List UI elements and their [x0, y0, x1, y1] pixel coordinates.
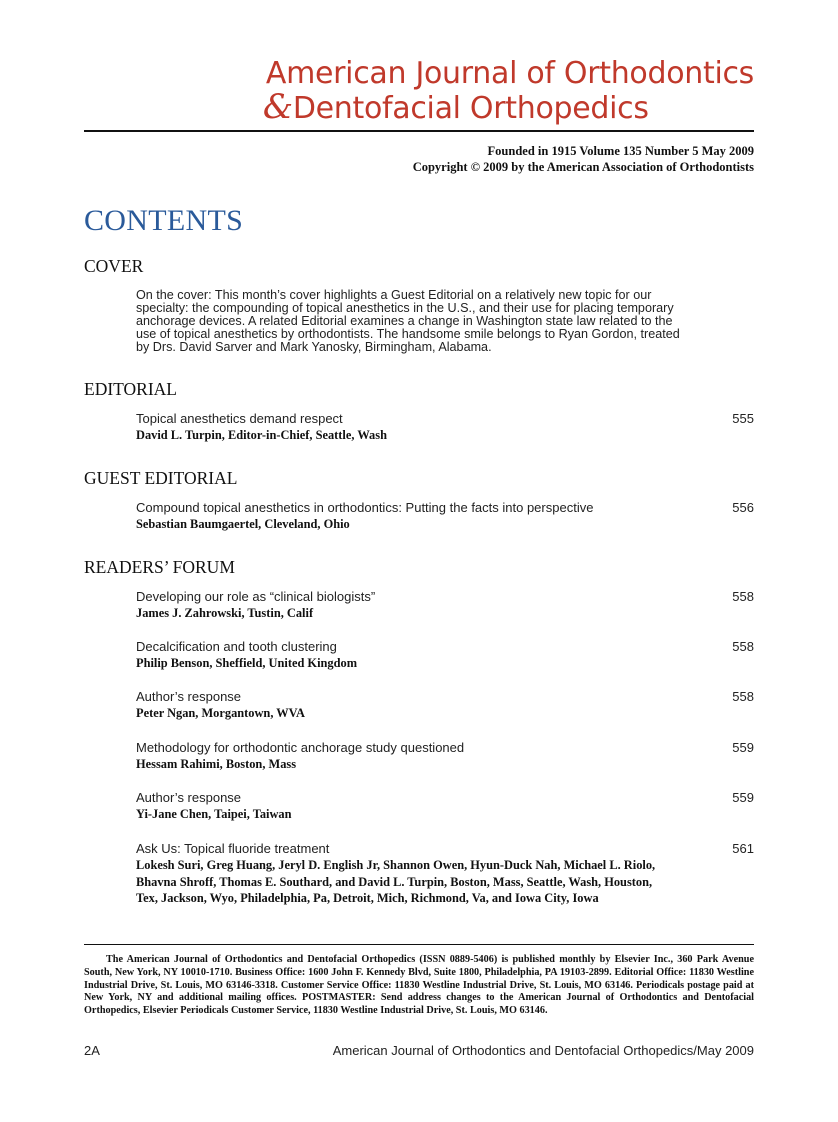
- article-title[interactable]: Decalcification and tooth clustering: [136, 639, 337, 654]
- section-heading-editorial: EDITORIAL: [84, 379, 177, 399]
- publisher-footnote: The American Journal of Orthodontics and Dentofacial Orthopedics (ISSN 0889-5406) is published monthly by Elsevier Inc., 360 Park Avenue South, New York, NY 10010-1710. Business Office: 1600 John F. Kennedy Blvd, Suite 1800, Philadelphia, PA 19103-2899. Editorial Office: 11830 Westline Industrial Drive, St. Louis, MO 63146-3318. Customer Service Office: 11830 Westline Industrial Drive, St. Louis, MO 63146. Periodicals postage paid at New York, NY and additional mailing offices. POSTMASTER: Send address changes to the American Journal of Orthodontics and Dentofacial Orthopedics, Elsevier Periodicals Customer Service, 11830 Westline Industrial Drive, St. Louis, MO 63146.: [84, 954, 754, 1017]
- page-number: 558: [732, 639, 754, 654]
- toc-entry[interactable]: [136, 638, 754, 672]
- logo-line-2: [262, 86, 754, 127]
- article-authors: Peter Ngan, Morgantown, WVA: [136, 706, 305, 720]
- header-rule: [84, 130, 754, 132]
- page-number-footer: 2A: [84, 1043, 100, 1058]
- article-title[interactable]: Methodology for orthodontic anchorage study questioned: [136, 740, 465, 755]
- page-number: 558: [732, 589, 754, 604]
- section-heading-cover: COVER: [84, 256, 144, 276]
- publication-info: [413, 143, 754, 175]
- article-authors: Sebastian Baumgaertel, Cleveland, Ohio: [136, 517, 350, 531]
- article-title[interactable]: Topical anesthetics demand respect: [136, 411, 343, 426]
- journal-logo: [262, 56, 754, 127]
- page-number: 559: [732, 790, 754, 805]
- logo-line-1: American Journal of Orthodontics: [265, 56, 754, 91]
- toc-entry[interactable]: [136, 410, 754, 444]
- article-authors: Lokesh Suri, Greg Huang, Jeryl D. English Jr, Shannon Owen, Hyun-Duck Nah, Michael L. Riolo, Bhavna Shroff, Thomas E. Southard, and David L. Turpin, Boston, Mass, Seattle, Wash, Houston, Tex, Jackson, Wyo, Philadelphia, Pa, Detroit, Mich, Richmond, Va, and Iowa City, Iowa: [136, 858, 656, 905]
- article-title[interactable]: Author’s response: [136, 790, 242, 805]
- article-title[interactable]: Author’s response: [136, 689, 242, 704]
- toc-entry[interactable]: [136, 840, 754, 907]
- running-title: American Journal of Orthodontics and Dentofacial Orthopedics/May 2009: [332, 1043, 754, 1058]
- page-number: 559: [732, 740, 754, 755]
- logo-line-2-text: Dentofacial Orthopedics: [292, 90, 649, 126]
- toc-entry[interactable]: [136, 688, 754, 722]
- article-authors: James J. Zahrowski, Tustin, Calif: [136, 606, 314, 620]
- toc-entry[interactable]: [136, 739, 754, 773]
- article-authors: Yi-Jane Chen, Taipei, Taiwan: [136, 807, 292, 821]
- footnote-rule: [84, 944, 754, 945]
- page-number: 561: [732, 841, 754, 856]
- section-heading-readers-forum: READERS’ FORUM: [84, 557, 235, 577]
- article-title[interactable]: Compound topical anesthetics in orthodontics: Putting the facts into perspective: [136, 500, 594, 515]
- page-number: 556: [732, 500, 754, 515]
- article-authors: Hessam Rahimi, Boston, Mass: [136, 757, 297, 771]
- founded-line: Founded in 1915 Volume 135 Number 5 May 2009: [487, 144, 754, 158]
- contents-title: CONTENTS: [84, 204, 244, 237]
- page-number: 558: [732, 689, 754, 704]
- cover-description: On the cover: This month’s cover highlights a Guest Editorial on a relatively new topic for our specialty: the compounding of topical anesthetics in the U.S., and their use for placing temporary anchorage devices. A related Editorial examines a change in Washington state law related to the use of topical anesthetics by orthodontists. The handsome smile belongs to Ryan Gordon, treated by Drs. David Sarver and Mark Yanosky, Birmingham, Alabama.: [136, 288, 680, 354]
- toc-entry[interactable]: [136, 499, 754, 533]
- toc-entry[interactable]: [136, 588, 754, 622]
- article-title[interactable]: Ask Us: Topical fluoride treatment: [136, 841, 330, 856]
- article-authors: Philip Benson, Sheffield, United Kingdom: [136, 656, 358, 670]
- section-heading-guest-editorial: GUEST EDITORIAL: [84, 468, 238, 488]
- article-authors: David L. Turpin, Editor-in-Chief, Seattle, Wash: [136, 428, 387, 442]
- logo-ampersand: &: [262, 86, 293, 127]
- page-number: 555: [732, 411, 754, 426]
- copyright-line: Copyright © 2009 by the American Association of Orthodontists: [412, 160, 754, 174]
- article-title[interactable]: Developing our role as “clinical biologists”: [136, 589, 376, 604]
- toc-entry[interactable]: [136, 789, 754, 823]
